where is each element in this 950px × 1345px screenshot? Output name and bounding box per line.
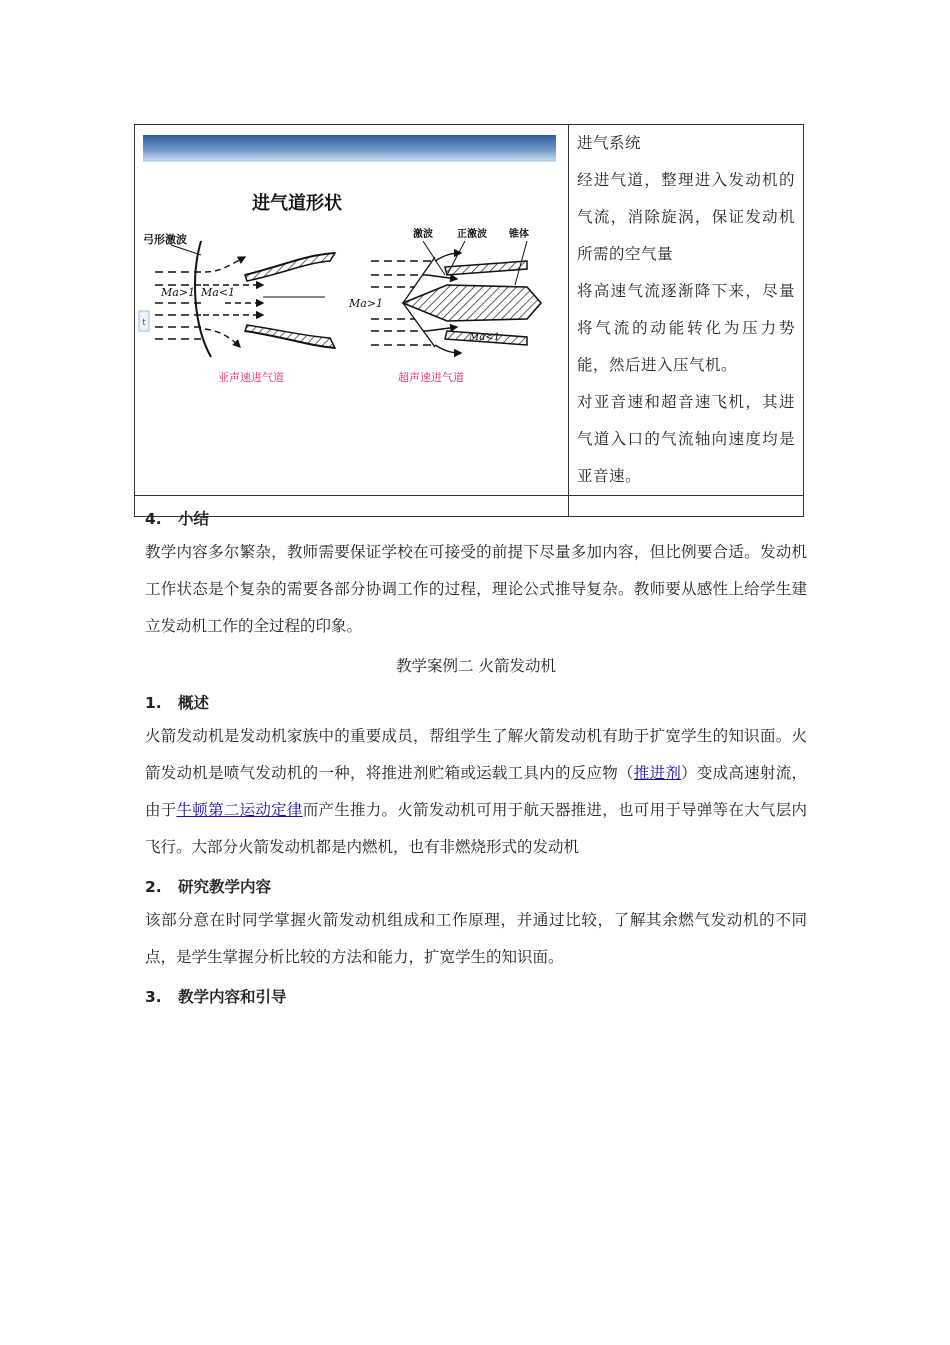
section-2-body: 该部分意在时同学掌握火箭发动机组成和工作原理，并通过比较，了解其余燃气发动机的不同点，是学生掌握分析比较的方法和能力，扩宽学生的知识面。 bbox=[145, 911, 807, 966]
figure-cell bbox=[135, 125, 569, 496]
section-3-heading: 3. 教学内容和引导 bbox=[145, 988, 287, 1006]
section-4-heading: 4. 小结 bbox=[145, 510, 210, 528]
normal-shock-label: 正激波 bbox=[457, 229, 487, 240]
supersonic-inlet bbox=[348, 227, 541, 384]
ma-lt1-right: Ma<1 bbox=[469, 332, 500, 343]
subsonic-inlet bbox=[143, 232, 335, 384]
side-marker: t bbox=[142, 318, 146, 328]
case-title-block bbox=[145, 648, 807, 685]
cone-label: 锥体 bbox=[509, 229, 529, 240]
oblique-shock-label: 弓形激波 bbox=[143, 233, 187, 246]
text-cell bbox=[569, 125, 804, 496]
intake-para-2: 将高速气流逐渐降下来，尽量将气流的动能转化为压力势能，然后进入压气机。 bbox=[577, 282, 795, 374]
slide-header-bar bbox=[143, 135, 556, 161]
section-1-heading: 1. 概述 bbox=[145, 694, 210, 712]
intake-para-1: 经进气道，整理进入发动机的气流，消除旋涡，保证发动机所需的空气量 bbox=[577, 171, 795, 263]
section-4 bbox=[145, 504, 807, 645]
intake-para-3: 对亚音速和超音速飞机，其进气道入口的气流轴向速度均是亚音速。 bbox=[577, 393, 795, 485]
section-1 bbox=[145, 688, 807, 866]
case-title: 教学案例二 火箭发动机 bbox=[396, 657, 556, 675]
ma-gt1-left: Ma>1 bbox=[161, 286, 196, 299]
figure-title: 进气道形状 bbox=[252, 193, 342, 214]
section-2 bbox=[145, 872, 807, 976]
ma-gt1-right: Ma>1 bbox=[349, 297, 384, 310]
section-2-heading: 2. 研究教学内容 bbox=[145, 878, 272, 896]
subsonic-caption: 亚声速进气道 bbox=[218, 371, 284, 384]
shock-label: 激波 bbox=[413, 229, 433, 240]
supersonic-caption: 超声速进气道 bbox=[398, 371, 464, 384]
propellant-link[interactable]: 推进剂 bbox=[633, 764, 682, 782]
inlet-figure bbox=[135, 125, 568, 481]
section-4-body: 教学内容多尔繁杂，教师需要保证学校在可接受的前提下尽量多加内容，但比例要合适。发动机工作状态是个复杂的需要各部分协调工作的过程，理论公式推导复杂。教师要从感性上给学生建立发动机工作的全过程的印象。 bbox=[145, 543, 807, 635]
inlet-diagram bbox=[135, 125, 568, 481]
newton-second-law-link[interactable]: 牛顿第二运动定律 bbox=[176, 801, 303, 819]
content-table bbox=[134, 124, 804, 517]
section-1-body: 火箭发动机是发动机家族中的重要成员，帮组学生了解火箭发动机有助于扩宽学生的知识面。火箭发动机是喷气发动机的一种，将推进剂贮箱或运载工具内的反应物（推进剂）变成高速射流，由于牛顿第二运动定律而产生推力。火箭发动机可用于航天器推进，也可用于导弹等在大气层内飞行。大部分火箭发动机都是内燃机，也有非燃烧形式的发动机 bbox=[145, 727, 807, 856]
ma-lt1-left: Ma<1 bbox=[201, 286, 236, 299]
intake-heading: 进气系统 bbox=[577, 134, 642, 152]
section-3 bbox=[145, 982, 807, 1012]
